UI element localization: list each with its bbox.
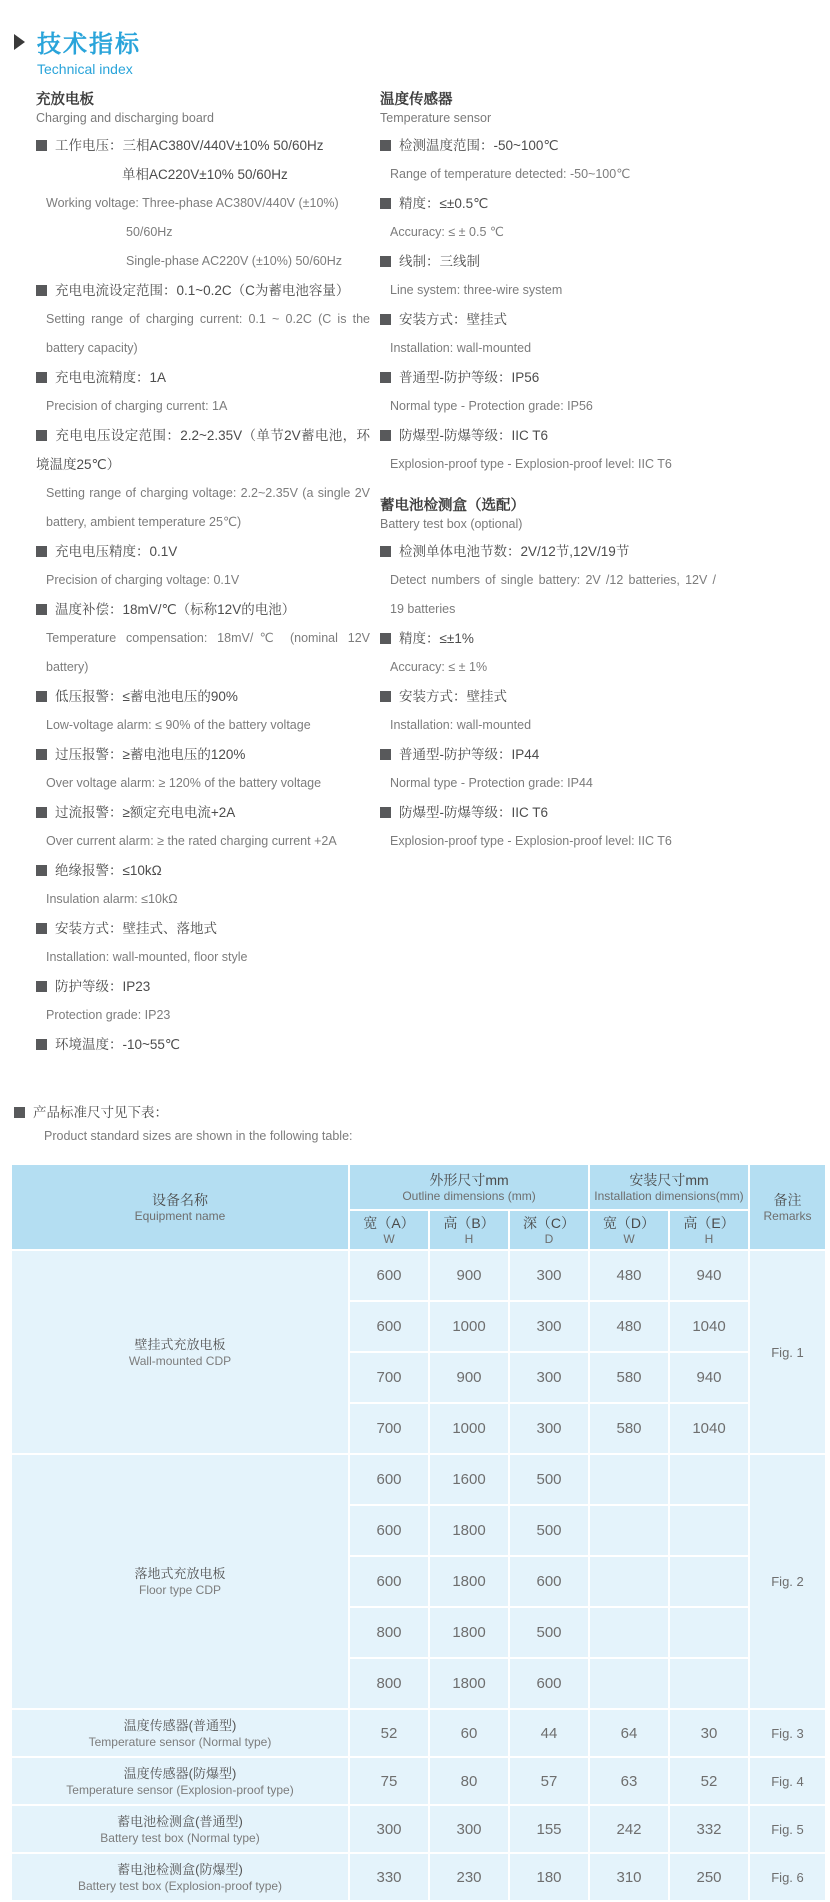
- spec-en-line: Installation: wall-mounted: [390, 718, 532, 732]
- square-bullet-icon: [380, 430, 391, 441]
- dimension-cell: 155: [509, 1805, 589, 1853]
- dimension-cell: [589, 1505, 669, 1556]
- size-note: [14, 1101, 830, 1147]
- spec-cn-text: 安装方式：壁挂式、落地式: [55, 921, 217, 936]
- spec-cn-line: [36, 537, 370, 566]
- spec-cn-text: 充电电流设定范围：0.1~0.2C（C为蓄电池容量）: [55, 283, 350, 298]
- spec-cn-line: [36, 421, 370, 479]
- spec-cn-line: [36, 682, 370, 711]
- table-row: [11, 1757, 826, 1805]
- spec-item: [36, 537, 370, 595]
- spec-cn-text: 防护等级：IP23: [55, 979, 151, 994]
- dimension-cell: [589, 1607, 669, 1658]
- spec-cn-text: 环境温度：-10~55℃: [55, 1037, 181, 1052]
- dimension-cell: 940: [669, 1250, 749, 1301]
- square-bullet-icon: [36, 604, 47, 615]
- dimension-cell: 250: [669, 1853, 749, 1901]
- square-bullet-icon: [36, 749, 47, 760]
- square-bullet-icon: [36, 1039, 47, 1050]
- spec-item: [36, 740, 370, 798]
- spec-en-line: Single-phase AC220V (±10%) 50/60Hz: [126, 254, 343, 268]
- table-row: [11, 1709, 826, 1757]
- header-install-cn: 安装尺寸mm: [629, 1171, 709, 1188]
- spec-block: [380, 497, 716, 856]
- equipment-name-cell: [11, 1454, 349, 1709]
- spec-en-line: Normal type - Protection grade: IP44: [390, 776, 593, 790]
- remarks-cell: Fig. 4: [749, 1757, 826, 1805]
- spec-cn-text: 精度：≤±1%: [399, 631, 474, 646]
- spec-en-line: Insulation alarm: ≤10kΩ: [46, 892, 178, 906]
- square-bullet-icon: [380, 256, 391, 267]
- spec-cn-line: [380, 247, 716, 276]
- equipment-name-cell: [11, 1250, 349, 1454]
- dimension-cell: 600: [349, 1301, 429, 1352]
- spec-block-heading-cn: 温度传感器: [380, 92, 453, 108]
- spec-cn-text: 过流报警：≥额定充电电流+2A: [55, 805, 236, 820]
- spec-cn-line: [36, 798, 370, 827]
- spec-cn-line: [380, 363, 716, 392]
- spec-cn-text: 充电电压设定范围：2.2~2.35V（单节2V蓄电池，环境温度25℃）: [36, 428, 370, 472]
- equipment-name-cell: [11, 1805, 349, 1853]
- spec-cn-line: [380, 624, 716, 653]
- spec-block-heading-en: Battery test box (optional): [380, 517, 523, 531]
- dimension-cell: 600: [349, 1505, 429, 1556]
- spec-item: [36, 1030, 370, 1059]
- dimension-cell: 580: [589, 1403, 669, 1454]
- spec-en-line: Setting range of charging voltage: 2.2~2.35V (a single 2V battery, ambient temperature 25℃): [46, 486, 370, 529]
- dimension-cell: 480: [589, 1250, 669, 1301]
- dimension-cell: 300: [349, 1805, 429, 1853]
- spec-en-line: Precision of charging voltage: 0.1V: [46, 573, 240, 587]
- dimension-cell: 300: [509, 1403, 589, 1454]
- spec-cn-line: [380, 189, 716, 218]
- dimension-cell: 57: [509, 1757, 589, 1805]
- dimension-cell: 80: [429, 1757, 509, 1805]
- square-bullet-icon: [36, 981, 47, 992]
- spec-item: [380, 189, 716, 247]
- spec-cn-text: 精度：≤±0.5℃: [399, 196, 489, 211]
- spec-en-line: Setting range of charging current: 0.1 ~ 0.2C (C is the battery capacity): [46, 312, 370, 355]
- header-equipment-en: Equipment name: [134, 1208, 226, 1223]
- equipment-name-cn: 蓄电池检测盒(普通型): [117, 1813, 243, 1829]
- spec-block-heading-cn: 蓄电池检测盒（选配）: [380, 498, 525, 514]
- remarks-cell: Fig. 2: [749, 1454, 826, 1709]
- header-outline-cn: 外形尺寸mm: [429, 1171, 509, 1188]
- dimension-cell: 600: [349, 1250, 429, 1301]
- spec-item: [380, 305, 716, 363]
- square-bullet-icon: [380, 140, 391, 151]
- dimension-cell: 600: [349, 1556, 429, 1607]
- dimension-cell: 500: [509, 1607, 589, 1658]
- spec-cn-text: 温度补偿：18mV/℃（标称12V的电池）: [55, 602, 296, 617]
- spec-columns: [0, 91, 830, 1077]
- remarks-cell: Fig. 1: [749, 1250, 826, 1454]
- equipment-name-cell: [11, 1853, 349, 1901]
- spec-block: [36, 91, 370, 1059]
- spec-cn-line: [36, 131, 370, 160]
- spec-item: [36, 856, 370, 914]
- dimension-cell: 500: [509, 1454, 589, 1505]
- spec-en-line: Explosion-proof type - Explosion-proof level: IIC T6: [390, 834, 672, 848]
- spec-cn-text: 充电电压精度：0.1V: [55, 544, 178, 559]
- dimension-cell: 180: [509, 1853, 589, 1901]
- header-dim-depth-c: 深（C） D: [509, 1210, 589, 1250]
- spec-column-left: [36, 91, 370, 1077]
- size-note-cn-text: 产品标准尺寸见下表：: [33, 1105, 168, 1120]
- spec-item: [36, 595, 370, 682]
- dimension-cell: [589, 1658, 669, 1709]
- dimension-cell: 60: [429, 1709, 509, 1757]
- dimension-cell: [669, 1556, 749, 1607]
- sizes-table-header: [11, 1164, 826, 1250]
- dimension-cell: 800: [349, 1658, 429, 1709]
- header-remarks-cn: 备注: [773, 1191, 802, 1208]
- spec-en-line: Installation: wall-mounted: [390, 341, 532, 355]
- dimension-cell: 1600: [429, 1454, 509, 1505]
- dimension-cell: 1800: [429, 1556, 509, 1607]
- dimension-cell: 1040: [669, 1403, 749, 1454]
- equipment-name-en: Battery test box (Normal type): [100, 1830, 260, 1845]
- dimension-cell: 332: [669, 1805, 749, 1853]
- sizes-table-body: [11, 1250, 826, 1901]
- spec-en-line: Low-voltage alarm: ≤ 90% of the battery voltage: [46, 718, 311, 732]
- square-bullet-icon: [380, 749, 391, 760]
- table-row: [11, 1454, 826, 1505]
- header-install-en: Installation dimensions(mm): [594, 1188, 744, 1203]
- header-equipment-cn: 设备名称: [152, 1191, 208, 1208]
- equipment-name-cn: 蓄电池检测盒(防爆型): [117, 1861, 243, 1877]
- spec-cn-line: [36, 363, 370, 392]
- spec-cn-line: [36, 856, 370, 885]
- spec-item: [380, 363, 716, 421]
- equipment-name-en: Temperature sensor (Explosion-proof type): [66, 1782, 294, 1797]
- spec-en-line: Normal type - Protection grade: IP56: [390, 399, 593, 413]
- spec-item: [36, 421, 370, 537]
- spec-cn-line: [36, 1030, 370, 1059]
- spec-cn-line: [380, 421, 716, 450]
- remarks-cell: Fig. 3: [749, 1709, 826, 1757]
- dimension-cell: 52: [669, 1757, 749, 1805]
- dimension-cell: 1800: [429, 1658, 509, 1709]
- spec-en-line: Protection grade: IP23: [46, 1008, 171, 1022]
- dimension-cell: [589, 1454, 669, 1505]
- spec-block: [380, 91, 716, 479]
- equipment-name-en: Wall-mounted CDP: [128, 1353, 232, 1368]
- dimension-cell: 242: [589, 1805, 669, 1853]
- spec-cn-line: [36, 914, 370, 943]
- header-installation-dimensions: [589, 1164, 749, 1210]
- dimension-cell: 480: [589, 1301, 669, 1352]
- spec-en-line: 50/60Hz: [126, 225, 173, 239]
- dimension-cell: 1000: [429, 1403, 509, 1454]
- page-title-row: [14, 24, 830, 59]
- header-dim-height-b: 高（B） H: [429, 1210, 509, 1250]
- spec-cn-text: 安装方式：壁挂式: [399, 689, 507, 704]
- spec-item: [36, 276, 370, 363]
- equipment-name-cn: 温度传感器(普通型): [123, 1717, 237, 1733]
- spec-item: [380, 682, 716, 740]
- spec-cn-line: [380, 740, 716, 769]
- equipment-name-cn: 温度传感器(防爆型): [123, 1765, 237, 1781]
- square-bullet-icon: [36, 691, 47, 702]
- equipment-name-cn: 落地式充放电板: [134, 1566, 226, 1581]
- size-note-cn: [14, 1101, 830, 1125]
- header-dim-width-a: 宽（A） W: [349, 1210, 429, 1250]
- sizes-table: [10, 1163, 827, 1902]
- dimension-cell: 44: [509, 1709, 589, 1757]
- equipment-name-en: Floor type CDP: [138, 1583, 222, 1597]
- spec-item: [380, 624, 716, 682]
- square-bullet-icon: [36, 807, 47, 818]
- spec-cn-text: 过压报警：≥蓄电池电压的120%: [55, 747, 246, 762]
- equipment-name-en: Battery test box (Explosion-proof type): [77, 1878, 283, 1893]
- spec-en-line: Over current alarm: ≥ the rated charging current +2A: [46, 834, 337, 848]
- spec-cn-text: 普通型-防护等级：IP56: [399, 370, 540, 385]
- dimension-cell: 64: [589, 1709, 669, 1757]
- table-row: [11, 1250, 826, 1301]
- dimension-cell: 800: [349, 1607, 429, 1658]
- header-remarks: [749, 1164, 826, 1250]
- dimension-cell: [669, 1505, 749, 1556]
- dimension-cell: [589, 1556, 669, 1607]
- dimension-cell: 940: [669, 1352, 749, 1403]
- spec-item: [380, 247, 716, 305]
- square-bullet-icon: [14, 1107, 25, 1118]
- header-remarks-en: Remarks: [763, 1208, 812, 1223]
- dimension-cell: 1000: [429, 1301, 509, 1352]
- square-bullet-icon: [380, 372, 391, 383]
- dimension-cell: 300: [509, 1250, 589, 1301]
- square-bullet-icon: [36, 372, 47, 383]
- square-bullet-icon: [36, 430, 47, 441]
- spec-cn-text: 防爆型-防爆等级：IIC T6: [399, 428, 549, 443]
- spec-en-line: Detect numbers of single battery: 2V /12 batteries, 12V / 19 batteries: [390, 573, 716, 616]
- table-row: [11, 1853, 826, 1901]
- spec-cn-text: 绝缘报警：≤10kΩ: [55, 863, 162, 878]
- spec-item: [380, 131, 716, 189]
- spec-item: [36, 682, 370, 740]
- header-outline-en: Outline dimensions (mm): [402, 1188, 536, 1203]
- square-bullet-icon: [380, 546, 391, 557]
- spec-cn-text: 安装方式：壁挂式: [399, 312, 507, 327]
- square-bullet-icon: [36, 923, 47, 934]
- dimension-cell: 300: [429, 1805, 509, 1853]
- spec-item: [36, 363, 370, 421]
- spec-block-heading-en: Charging and discharging board: [36, 111, 214, 125]
- spec-item: [380, 740, 716, 798]
- dimension-cell: 500: [509, 1505, 589, 1556]
- dimension-cell: 300: [509, 1301, 589, 1352]
- spec-cn-text: 检测温度范围：-50~100℃: [399, 138, 559, 153]
- spec-block-heading-en: Temperature sensor: [380, 111, 492, 125]
- spec-cn-line: [380, 682, 716, 711]
- spec-cn-text: 工作电压：三相AC380V/440V±10% 50/60Hz: [55, 138, 324, 153]
- dimension-cell: 600: [509, 1658, 589, 1709]
- header-outline-dimensions: [349, 1164, 589, 1210]
- spec-item: [36, 914, 370, 972]
- spec-column-right: [380, 91, 716, 1077]
- spec-en-line: Range of temperature detected: -50~100℃: [390, 167, 631, 181]
- equipment-name-cn: 壁挂式充放电板: [134, 1336, 226, 1352]
- table-row: [11, 1805, 826, 1853]
- spec-item: [380, 537, 716, 624]
- spec-cn-text: 低压报警：≤蓄电池电压的90%: [55, 689, 238, 704]
- spec-block-heading-cn: 充放电板: [36, 92, 94, 108]
- equipment-name-cell: [11, 1757, 349, 1805]
- spec-cn-line: [380, 305, 716, 334]
- spec-item: [380, 421, 716, 479]
- square-bullet-icon: [380, 807, 391, 818]
- spec-cn-line: [380, 798, 716, 827]
- triangle-marker-icon: [14, 34, 25, 50]
- spec-cn-line: [36, 972, 370, 1001]
- square-bullet-icon: [36, 865, 47, 876]
- header-dim-width-d: 宽（D） W: [589, 1210, 669, 1250]
- spec-en-line: Accuracy: ≤ ± 0.5 ℃: [390, 225, 504, 239]
- spec-en-line: Installation: wall-mounted, floor style: [46, 950, 248, 964]
- dimension-cell: 900: [429, 1352, 509, 1403]
- header-equipment-name: [11, 1164, 349, 1250]
- spec-item: [380, 798, 716, 856]
- dimension-cell: 230: [429, 1853, 509, 1901]
- header-dim-height-e: 高（E） H: [669, 1210, 749, 1250]
- dimension-cell: [669, 1607, 749, 1658]
- spec-cn-line: [36, 595, 370, 624]
- spec-item: [36, 972, 370, 1030]
- dimension-cell: 52: [349, 1709, 429, 1757]
- dimension-cell: 700: [349, 1403, 429, 1454]
- dimension-cell: [669, 1454, 749, 1505]
- remarks-cell: Fig. 5: [749, 1805, 826, 1853]
- dimension-cell: [669, 1658, 749, 1709]
- dimension-cell: 30: [669, 1709, 749, 1757]
- dimension-cell: 700: [349, 1352, 429, 1403]
- spec-cn-line: [36, 276, 370, 305]
- spec-cn-line: [380, 537, 716, 566]
- spec-cn-line: [380, 131, 716, 160]
- dimension-cell: 580: [589, 1352, 669, 1403]
- spec-cn-extra-line: 单相AC220V±10% 50/60Hz: [122, 167, 288, 182]
- square-bullet-icon: [380, 691, 391, 702]
- page-title: 技术指标: [37, 31, 141, 58]
- square-bullet-icon: [380, 198, 391, 209]
- page-subtitle: Technical index: [37, 61, 133, 77]
- dimension-cell: 300: [509, 1352, 589, 1403]
- spec-cn-text: 检测单体电池节数：2V/12节,12V/19节: [399, 544, 630, 559]
- spec-en-line: Over voltage alarm: ≥ 120% of the battery voltage: [46, 776, 322, 790]
- size-note-en: Product standard sizes are shown in the following table:: [44, 1129, 353, 1143]
- dimension-cell: 1800: [429, 1607, 509, 1658]
- square-bullet-icon: [380, 314, 391, 325]
- dimension-cell: 75: [349, 1757, 429, 1805]
- spec-cn-text: 线制：三线制: [399, 254, 480, 269]
- dimension-cell: 600: [509, 1556, 589, 1607]
- spec-en-line: Line system: three-wire system: [390, 283, 563, 297]
- square-bullet-icon: [36, 546, 47, 557]
- dimension-cell: 310: [589, 1853, 669, 1901]
- spec-en-line: Accuracy: ≤ ± 1%: [390, 660, 488, 674]
- spec-en-line: Working voltage: Three-phase AC380V/440V (±10%): [46, 196, 339, 210]
- dimension-cell: 600: [349, 1454, 429, 1505]
- dimension-cell: 1040: [669, 1301, 749, 1352]
- spec-en-line: Temperature compensation: 18mV/℃ (nominal 12V battery): [46, 631, 370, 674]
- equipment-name-en: Temperature sensor (Normal type): [88, 1734, 272, 1749]
- spec-item: [36, 131, 370, 276]
- spec-en-line: Explosion-proof type - Explosion-proof level: IIC T6: [390, 457, 672, 471]
- spec-cn-text: 充电电流精度：1A: [55, 370, 167, 385]
- spec-cn-text: 防爆型-防爆等级：IIC T6: [399, 805, 549, 820]
- spec-en-line: Precision of charging current: 1A: [46, 399, 228, 413]
- spec-cn-line: [36, 740, 370, 769]
- spec-cn-text: 普通型-防护等级：IP44: [399, 747, 540, 762]
- square-bullet-icon: [36, 140, 47, 151]
- spec-item: [36, 798, 370, 856]
- dimension-cell: 330: [349, 1853, 429, 1901]
- dimension-cell: 1800: [429, 1505, 509, 1556]
- dimension-cell: 900: [429, 1250, 509, 1301]
- square-bullet-icon: [380, 633, 391, 644]
- remarks-cell: Fig. 6: [749, 1853, 826, 1901]
- dimension-cell: 63: [589, 1757, 669, 1805]
- square-bullet-icon: [36, 285, 47, 296]
- equipment-name-cell: [11, 1709, 349, 1757]
